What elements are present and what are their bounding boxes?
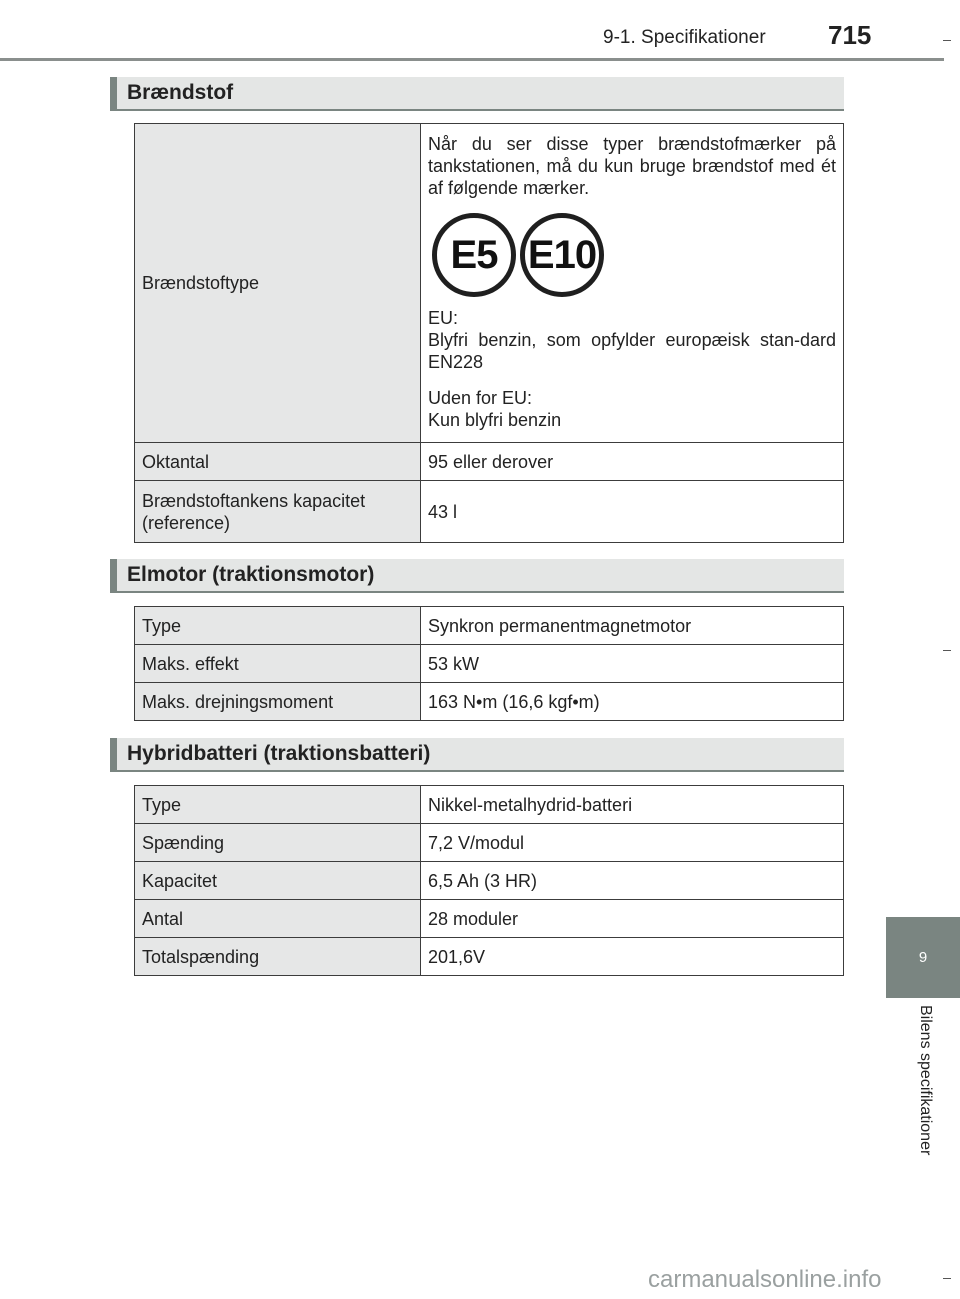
table-row (135, 645, 844, 683)
table-row (135, 607, 844, 645)
crop-mark (943, 40, 951, 41)
table-value: 43 l (421, 481, 844, 543)
section-header-fuel (110, 77, 844, 111)
table-label: Maks. effekt (135, 645, 421, 683)
table-label: Oktantal (135, 443, 421, 481)
table-label: Totalspænding (135, 938, 421, 976)
table-value: Synkron permanentmagnetmotor (421, 607, 844, 645)
table-label: Antal (135, 900, 421, 938)
table-row (135, 124, 844, 443)
fuel-table (134, 123, 844, 543)
watermark: carmanualsonline.info (648, 1266, 882, 1293)
table-value: 95 eller derover (421, 443, 844, 481)
table-label: Type (135, 786, 421, 824)
e10-fuel-label-icon: E10 (520, 213, 604, 297)
crop-mark (943, 1278, 951, 1279)
table-row (135, 481, 844, 543)
header-divider (0, 58, 944, 61)
table-row (135, 443, 844, 481)
table-label: Kapacitet (135, 862, 421, 900)
fuel-type-value (421, 124, 844, 443)
table-value: 201,6V (421, 938, 844, 976)
eu-text: Blyfri benzin, som opfylder europæisk stan-dard EN228 (428, 329, 836, 372)
battery-table (134, 785, 844, 976)
table-value: 7,2 V/modul (421, 824, 844, 862)
table-value: 6,5 Ah (3 HR) (421, 862, 844, 900)
chapter-tab (886, 917, 960, 998)
table-row (135, 900, 844, 938)
table-label: Spænding (135, 824, 421, 862)
non-eu-text: Kun blyfri benzin (428, 409, 562, 430)
e5-fuel-label-icon: E5 (432, 213, 516, 297)
table-value: 163 N•m (16,6 kgf•m) (421, 683, 844, 721)
section-title: Hybridbatteri (traktionsbatteri) (127, 742, 431, 765)
fuel-intro-text: Når du ser disse typer brændstofmærker på tankstationen, må du kun bruge brændstof med ét af følgende mærker. (428, 133, 836, 198)
section-title: Elmotor (traktionsmotor) (127, 563, 375, 586)
table-row (135, 862, 844, 900)
table-row (135, 824, 844, 862)
table-row (135, 683, 844, 721)
running-header-title: 9-1. Specifikationer (603, 27, 766, 48)
table-value: 53 kW (421, 645, 844, 683)
page-number: 715 (828, 20, 872, 50)
table-row (135, 938, 844, 976)
eu-label: EU: (428, 307, 459, 328)
table-label: Maks. drejningsmoment (135, 683, 421, 721)
table-value: 28 moduler (421, 900, 844, 938)
motor-table (134, 606, 844, 721)
crop-mark (943, 650, 951, 651)
chapter-label: Bilens specifikationer (917, 1005, 934, 1156)
table-value: Nikkel-metalhydrid-batteri (421, 786, 844, 824)
non-eu-label: Uden for EU: (428, 387, 533, 408)
section-header-battery (110, 738, 844, 772)
fuel-label-badges (432, 213, 836, 297)
table-label: Brændstoftype (135, 124, 421, 443)
table-label: Brændstoftankens kapacitet (reference) (135, 481, 421, 543)
table-label: Type (135, 607, 421, 645)
section-header-motor (110, 559, 844, 593)
table-row (135, 786, 844, 824)
chapter-number: 9 (918, 949, 928, 966)
section-title: Brændstof (127, 81, 234, 104)
